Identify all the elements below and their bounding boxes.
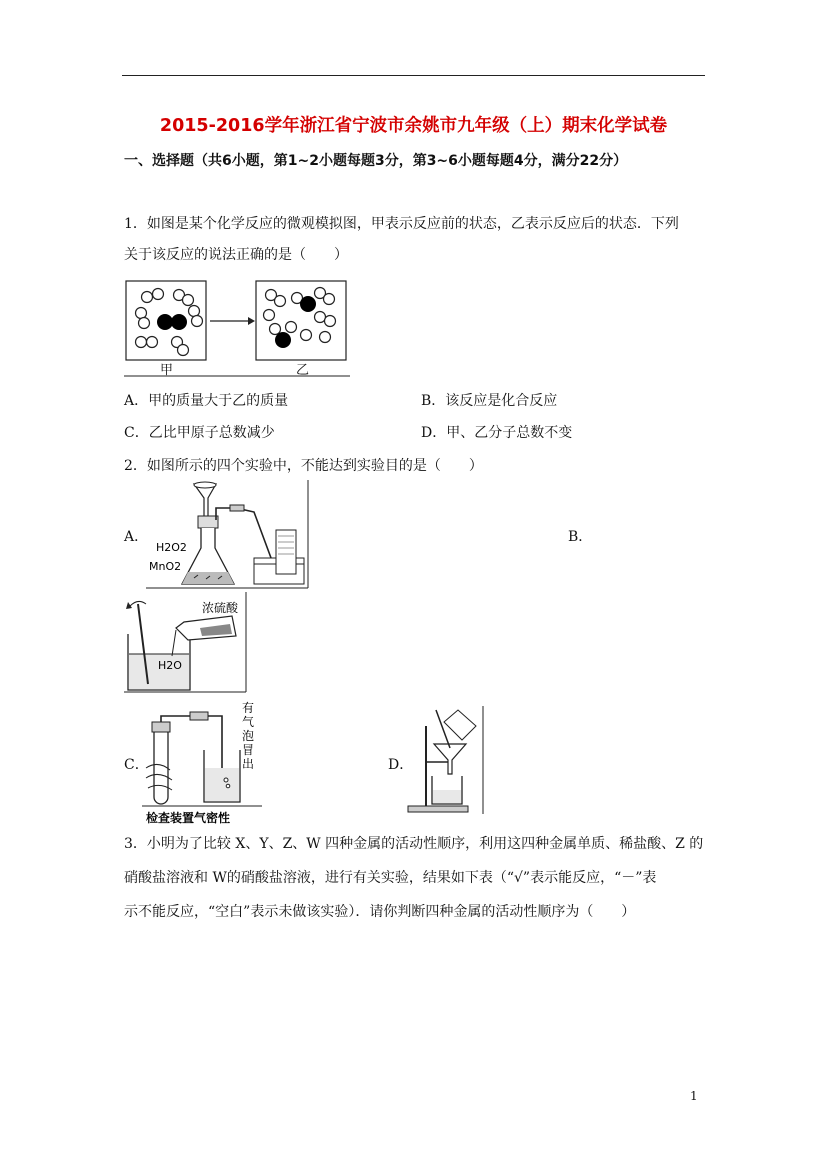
- page-number: 1: [690, 1089, 698, 1103]
- fig-label-before: 甲: [160, 363, 174, 378]
- q1-option-a: A．甲的质量大于乙的质量: [124, 393, 289, 409]
- molecules-before-solid: [157, 314, 187, 330]
- page-title: 2015-2016学年浙江省宁波市余姚市九年级（上）期末化学试卷: [159, 116, 668, 136]
- label-h2o2: H2O2: [156, 541, 187, 554]
- q2-label-c: C．: [124, 757, 149, 773]
- label-mno2: MnO2: [149, 560, 182, 573]
- fig-label-after: 乙: [296, 363, 310, 378]
- q1-stem-line1: 1．如图是某个化学反应的微观模拟图，甲表示反应前的状态，乙表示反应后的状态．下列: [124, 216, 679, 232]
- q2-label-a: A．: [124, 529, 149, 545]
- q1-option-b: B．该反应是化合反应: [421, 393, 558, 409]
- reaction-arrowhead: [248, 317, 255, 325]
- molecules-after-hollow: [264, 288, 336, 343]
- q2-label-b: B．: [568, 529, 593, 545]
- q1-stem-line2: 关于该反应的说法正确的是（ ）: [124, 247, 348, 263]
- q3-stem-line1: 3．小明为了比较 X、Y、Z、W 四种金属的活动性顺序，利用这四种金属单质、稀盐酸、Z 的: [124, 836, 704, 852]
- label-bubbles-vertical: 有 气 泡 冒 出: [242, 701, 255, 771]
- q2-figure-c: [142, 698, 264, 826]
- q2-figure-d: [404, 706, 486, 814]
- q3-stem-line2: 硝酸盐溶液和 W的硝酸盐溶液，进行有关实验，结果如下表（“√”表示能反应，“－”表: [124, 870, 657, 886]
- q2-figure-a: [146, 480, 311, 590]
- q2-stem: 2．如图所示的四个实验中，不能达到实验目的是（ ）: [124, 458, 483, 474]
- label-water: H2O: [158, 659, 182, 672]
- q1-reaction-diagram: [124, 280, 352, 380]
- q1-option-c: C．乙比甲原子总数减少: [124, 425, 275, 441]
- q2-figure-b: [124, 592, 249, 694]
- header-rule: [122, 75, 705, 76]
- section-heading: 一、选择题（共6小题，第1~2小题每题3分，第3~6小题每题4分，满分22分）: [124, 153, 628, 169]
- q1-option-d: D．甲、乙分子总数不变: [421, 425, 573, 441]
- label-conc-acid: 浓硫酸: [202, 601, 239, 615]
- q3-stem-line3: 示不能反应，“空白”表示未做该实验）．请你判断四种金属的活动性顺序为（ ）: [124, 904, 636, 920]
- q2-label-d: D．: [388, 757, 414, 773]
- label-check-airtightness: 检查装置气密性: [146, 811, 231, 825]
